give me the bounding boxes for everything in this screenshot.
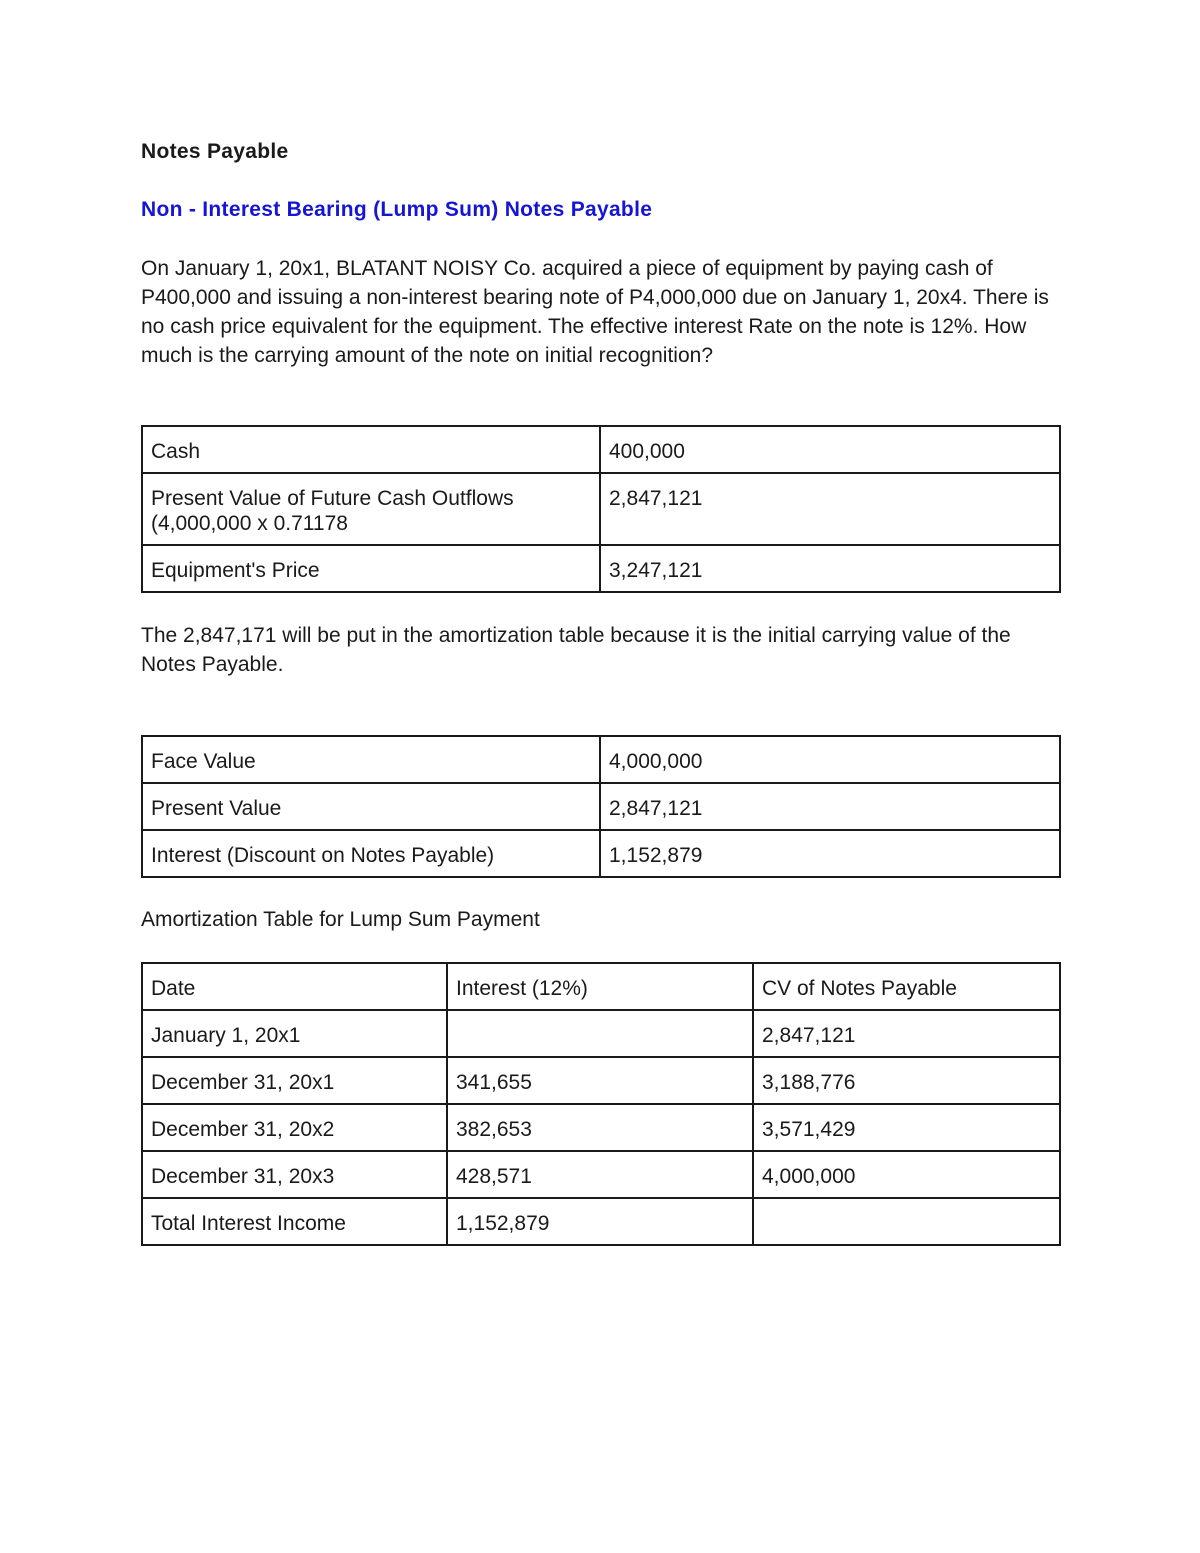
table-cell: 3,188,776: [753, 1057, 1060, 1104]
table-cell: 4,000,000: [753, 1151, 1060, 1198]
table-row: [142, 1198, 1060, 1245]
table-cell: Present Value: [142, 783, 600, 830]
table-cell: [753, 1198, 1060, 1245]
table-cell: 400,000: [600, 426, 1060, 473]
table-cell: 4,000,000: [600, 736, 1060, 783]
table-row: [142, 1010, 1060, 1057]
table-cell: 382,653: [447, 1104, 753, 1151]
discount-table: [141, 735, 1061, 878]
table-cell: 2,847,121: [600, 473, 1060, 545]
section-heading: Non - Interest Bearing (Lump Sum) Notes Payable: [141, 198, 653, 221]
table-row: [142, 1057, 1060, 1104]
column-header-interest: Interest (12%): [447, 963, 753, 1010]
document-title: Notes Payable: [141, 140, 289, 163]
table-cell: [447, 1010, 753, 1057]
table-cell: Cash: [142, 426, 600, 473]
table-cell: Present Value of Future Cash Outflows (4,000,000 x 0.71178: [142, 473, 600, 545]
table-cell: 1,152,879: [447, 1198, 753, 1245]
table-header-row: [142, 963, 1060, 1010]
table-row: [142, 545, 1060, 592]
table-cell: Equipment's Price: [142, 545, 600, 592]
table-cell: 2,847,121: [600, 783, 1060, 830]
amortization-title: Amortization Table for Lump Sum Payment: [141, 908, 540, 931]
table-cell: Interest (Discount on Notes Payable): [142, 830, 600, 877]
table-row: [142, 783, 1060, 830]
table-cell: Face Value: [142, 736, 600, 783]
column-header-cv: CV of Notes Payable: [753, 963, 1060, 1010]
table-row: [142, 473, 1060, 545]
equipment-price-table: [141, 425, 1061, 593]
table-cell: 3,571,429: [753, 1104, 1060, 1151]
table-row: [142, 1104, 1060, 1151]
table-cell: Total Interest Income: [142, 1198, 447, 1245]
amortization-table: [141, 962, 1061, 1246]
table-row: [142, 830, 1060, 877]
table-cell: 1,152,879: [600, 830, 1060, 877]
problem-statement: On January 1, 20x1, BLATANT NOISY Co. acquired a piece of equipment by paying cash of P400,000 and issuing a non-interest bearing note of P4,000,000 due on January 1, 20x4. There is no cash price equivalent for the equipment. The effective interest Rate on the note is 12%. How much is the carrying amount of the note on initial recognition?: [141, 257, 1049, 367]
table-cell: 3,247,121: [600, 545, 1060, 592]
table-cell: December 31, 20x2: [142, 1104, 447, 1151]
table-row: [142, 1151, 1060, 1198]
table-row: [142, 426, 1060, 473]
carrying-value-note: The 2,847,171 will be put in the amortization table because it is the initial carrying value of the Notes Payable.: [141, 624, 1011, 676]
table-cell: December 31, 20x3: [142, 1151, 447, 1198]
table-row: [142, 736, 1060, 783]
table-cell: 341,655: [447, 1057, 753, 1104]
table-cell: 2,847,121: [753, 1010, 1060, 1057]
column-header-date: Date: [142, 963, 447, 1010]
table-cell: 428,571: [447, 1151, 753, 1198]
table-cell: December 31, 20x1: [142, 1057, 447, 1104]
table-cell: January 1, 20x1: [142, 1010, 447, 1057]
